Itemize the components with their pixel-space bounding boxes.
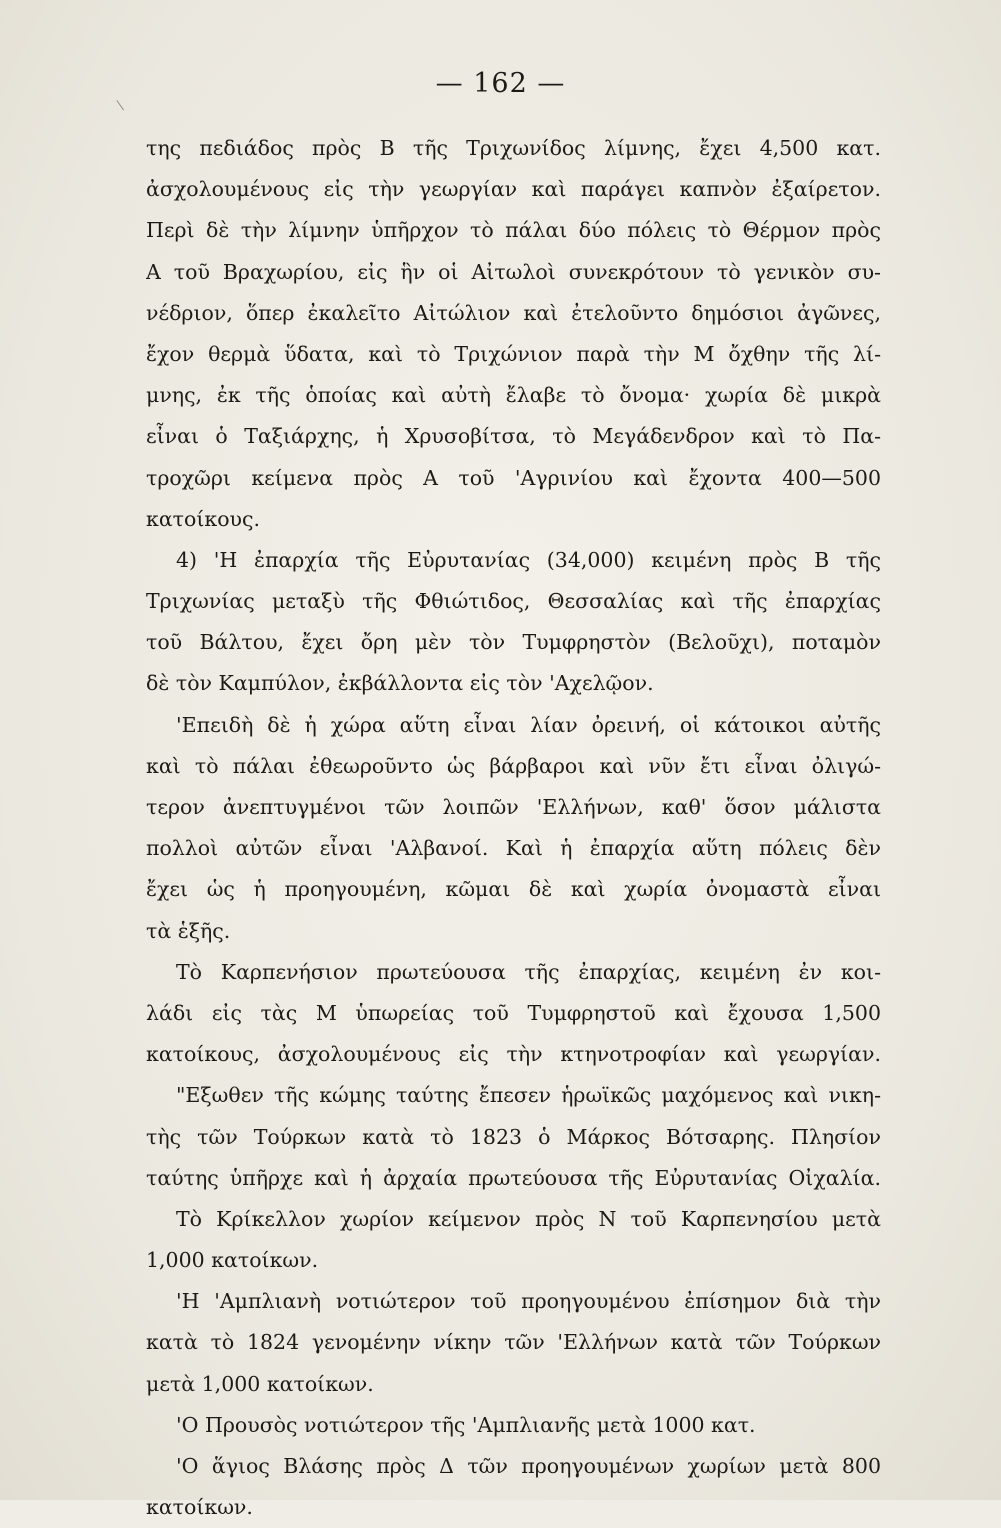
text-line: "Εξωθεν τῆς κώμης ταύτης ἔπεσεν ἡρωϊκῶς μαχόμενος καὶ νικη-	[176, 1083, 881, 1108]
text-line: μετὰ 1,000 κατοίκων.	[146, 1371, 374, 1396]
text-line: 'Ο ἅγιος Βλάσης πρὸς Δ τῶν προηγουμένων χωρίων μετὰ 800	[176, 1454, 881, 1478]
text-line: κατοίκων.	[146, 1495, 253, 1520]
text-line: ἔχει ὡς ἡ προηγουμένη, κῶμαι δὲ καὶ χωρία ὀνομαστὰ εἶναι	[146, 877, 881, 902]
text-line: Περὶ δὲ τὴν λίμνην ὑπῆρχον τὸ πάλαι δύο πόλεις τὸ Θέρμον πρὸς	[146, 218, 881, 243]
text-line: λάδι εἰς τὰς Μ ὑπωρείας τοῦ Τυμφρηστοῦ καὶ ἔχουσα 1,500	[146, 1000, 881, 1025]
text-line: καὶ τὸ πάλαι ἐθεωροῦντο ὡς βάρβαροι καὶ νῦν ἔτι εἶναι ὀλιγώ-	[146, 753, 881, 778]
text-line: κατὰ τὸ 1824 γενομένην νίκην τῶν 'Ελλήνων κατὰ τῶν Τούρκων	[146, 1330, 881, 1355]
text-line: ταύτης ὑπῆρχε καὶ ἡ ἀρχαία πρωτεύουσα τῆς Εὐρυτανίας Οἰχαλία.	[146, 1165, 881, 1190]
text-line: Τὸ Καρπενήσιον πρωτεύουσα τῆς ἐπαρχίας, κειμένη ἐν κοι-	[176, 959, 881, 984]
text-line: 4) 'Η ἐπαρχία τῆς Εὐρυτανίας (34,000) κειμένη πρὸς Β τῆς	[176, 547, 881, 572]
page-number: — 162 —	[435, 68, 566, 99]
text-line: δὲ τὸν Καμπύλον, ἐκβάλλοντα εἰς τὸν 'Αχελῷον.	[146, 671, 654, 696]
text-line: της πεδιάδος πρὸς Β τῆς Τριχωνίδος λίμνης, ἔχει 4,500 κατ.	[146, 136, 881, 160]
text-line: Α τοῦ Βραχωρίου, εἰς ἣν οἱ Αἰτωλοὶ συνεκρότουν τὸ γενικὸν συ-	[146, 259, 881, 284]
text-line: νέδριον, ὅπερ ἐκαλεῖτο Αἰτώλιον καὶ ἐτελοῦντο δημόσιοι ἀγῶνες,	[146, 300, 881, 325]
text-line: ἀσχολουμένους εἰς τὴν γεωργίαν καὶ παράγει καπνὸν ἐξαίρετον.	[146, 177, 881, 202]
text-line: ἔχον θερμὰ ὕδατα, καὶ τὸ Τριχώνιον παρὰ τὴν Μ ὄχθην τῆς λί-	[146, 341, 881, 366]
text-line: εἶναι ὁ Ταξιάρχης, ἡ Χρυσοβίτσα, τὸ Μεγάδενδρον καὶ τὸ Πα-	[146, 424, 881, 449]
text-line: πολλοὶ αὐτῶν εἶναι 'Αλβανοί. Καὶ ἡ ἐπαρχία αὕτη πόλεις δὲν	[146, 836, 881, 861]
text-line: 'Η 'Αμπλιανὴ νοτιώτερον τοῦ προηγουμένου ἐπίσημον διὰ τὴν	[176, 1289, 881, 1314]
text-line: μνης, ἐκ τῆς ὁποίας καὶ αὐτὴ ἔλαβε τὸ ὄνομα· χωρία δὲ μικρὰ	[146, 383, 881, 408]
text-line: τερον ἀνεπτυγμένοι τῶν λοιπῶν 'Ελλήνων, καθ' ὅσον μάλιστα	[146, 795, 881, 819]
text-line: 'Επειδὴ δὲ ἡ χώρα αὕτη εἶναι λίαν ὀρεινή, οἱ κάτοικοι αὐτῆς	[176, 712, 881, 737]
text-line: Τὸ Κρίκελλον χωρίον κείμενον πρὸς Ν τοῦ Καρπενησίου μετὰ	[176, 1206, 881, 1231]
text-line: τὴς τῶν Τούρκων κατὰ τὸ 1823 ὁ Μάρκος Βότσαρης. Πλησίον	[146, 1124, 881, 1149]
text-line: τοῦ Βάλτου, ἔχει ὄρη μὲν τὸν Τυμφρηστὸν (Βελοῦχι), ποταμὸν	[146, 630, 881, 655]
text-line: Τριχωνίας μεταξὺ τῆς Φθιώτιδος, Θεσσαλίας καὶ τῆς ἐπαρχίας	[146, 589, 881, 614]
text-line: 'Ο Προυσὸς νοτιώτερον τῆς 'Αμπλιανῆς μετὰ 1000 κατ.	[176, 1412, 756, 1437]
text-line: 1,000 κατοίκων.	[146, 1248, 319, 1273]
body-text	[146, 128, 881, 1528]
text-line: κατοίκους, ἀσχολουμένους εἰς τὴν κτηνοτροφίαν καὶ γεωργίαν.	[146, 1042, 881, 1067]
text-line: τὰ ἑξῆς.	[146, 918, 231, 943]
text-line: τροχῶρι κείμενα πρὸς Α τοῦ 'Αγρινίου καὶ ἔχοντα 400—500	[146, 465, 881, 490]
text-line: κατοίκους.	[146, 506, 260, 531]
